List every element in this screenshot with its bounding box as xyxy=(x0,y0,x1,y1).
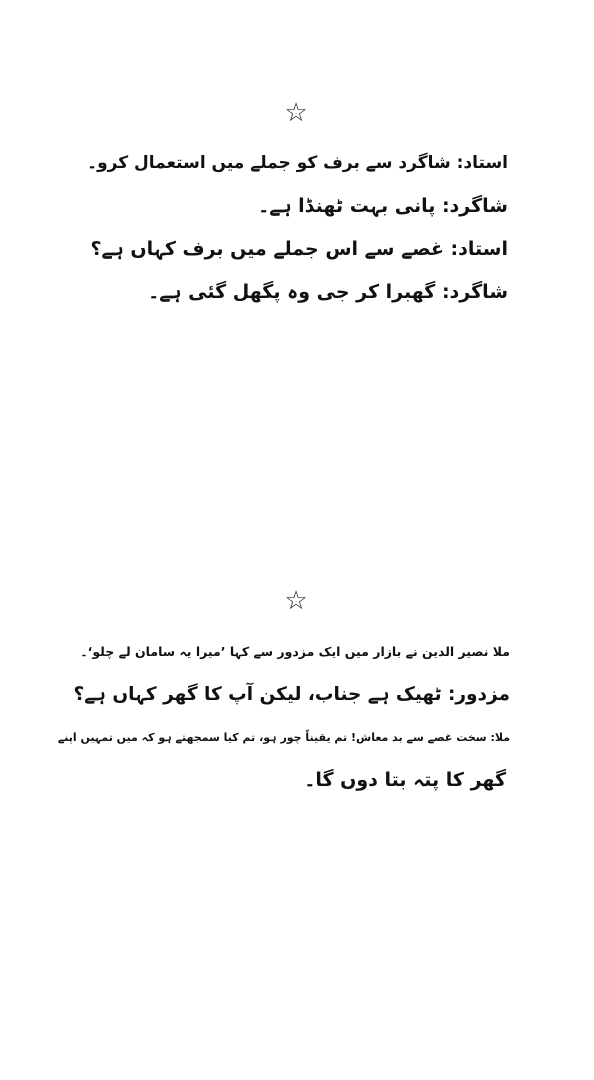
star-outline-icon: ☆ xyxy=(284,586,308,616)
joke-line: استاد: شاگرد سے برف کو جملے میں استعمال کرو۔ xyxy=(87,153,508,173)
joke-line: شاگرد: گھبرا کر جی وہ پگھل گئی ہے۔ xyxy=(148,281,508,303)
joke-block xyxy=(57,630,510,802)
star-outline-icon: ☆ xyxy=(284,98,308,128)
joke-line: شاگرد: پانی بہت ٹھنڈا ہے۔ xyxy=(258,195,508,217)
joke-line: مزدور: ٹھیک ہے جناب، لیکن آپ کا گھر کہاں ہے؟ xyxy=(73,684,510,705)
joke-line: ملا: سخت غصے سے بد معاش! تم یقیناً چور ہو، تم کیا سمجھتے ہو کہ میں تمہیں اپنے xyxy=(57,731,510,744)
joke-line: گھر کا پتہ بتا دوں گا۔ xyxy=(304,769,506,791)
joke-line: استاد: غصے سے اس جملے میں برف کہاں ہے؟ xyxy=(90,238,508,260)
joke-block xyxy=(78,142,508,314)
joke-line: ملا نصیر الدین نے بازار میں ایک مزدور سے کہا ’میرا یہ سامان لے چلو‘۔ xyxy=(80,644,510,659)
